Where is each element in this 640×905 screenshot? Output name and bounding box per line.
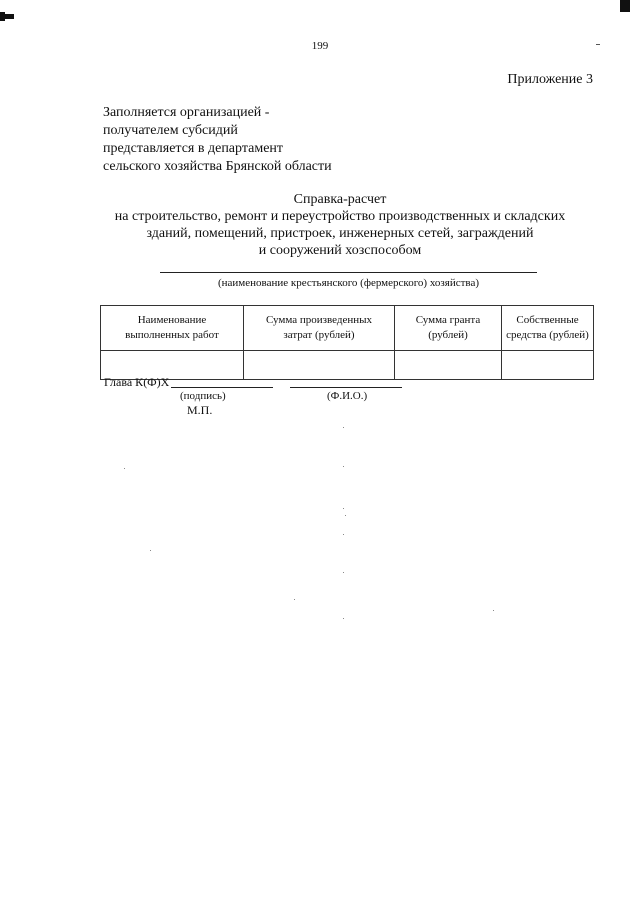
filling-note [103,104,332,176]
scan-speck [124,468,125,469]
header-works [101,306,244,351]
farm-name-field[interactable] [160,272,537,273]
table-cell[interactable] [395,351,502,380]
header-grant [395,306,502,351]
header-text: Собственные [516,314,579,326]
scan-speck [343,466,344,467]
header-text: Наименование [137,314,207,326]
appendix-label: Приложение 3 [507,72,593,87]
title-line: и сооружений хозспособом [258,243,422,258]
title-heading: Справка-расчет [293,192,387,207]
title-line: на строительство, ремонт и переустройство производственных и складских [114,209,566,224]
fio-caption: (Ф.И.О.) [327,390,368,402]
scan-speck [493,610,494,611]
title-line: зданий, помещений, пристроек, инженерных сетей, заграждений [146,226,534,241]
table-cell[interactable] [244,351,395,380]
head-signature-label: Глава К(Ф)Х [104,375,170,389]
table-row [101,351,594,380]
header-text: выполненных работ [125,329,219,341]
header-text: затрат (рублей) [283,329,355,341]
scan-mark [0,12,5,21]
filling-note-line: Заполняется организацией - [103,105,270,120]
scan-speck [343,618,344,619]
seal-place: М.П. [187,403,213,417]
header-own-funds [502,306,594,351]
signature-caption: (подпись) [180,390,226,402]
filling-note-line: получателем субсидий [103,123,238,138]
scan-speck [343,508,344,509]
fio-field[interactable] [290,387,402,388]
table-cell[interactable] [502,351,594,380]
header-text: Сумма гранта [415,314,481,326]
calculation-table [100,305,594,380]
signature-field[interactable] [171,387,273,388]
scan-speck [343,572,344,573]
header-text: Сумма произведенных [265,314,373,326]
farm-name-caption: (наименование крестьянского (фермерского) хозяйства) [217,277,480,289]
scan-speck [345,515,346,516]
header-text: (рублей) [428,329,468,341]
filling-note-line: сельского хозяйства Брянской области [103,159,332,174]
filling-note-line: представляется в департамент [103,141,284,156]
page-number: 199 [311,40,329,52]
scan-speck [150,550,151,551]
table-header-row [101,306,594,351]
document-title [80,191,600,259]
scan-speck [343,427,344,428]
scan-speck [343,534,344,535]
scan-speck [294,599,295,600]
header-costs [244,306,395,351]
header-text: средства (рублей) [506,329,589,341]
scan-mark [620,0,630,12]
